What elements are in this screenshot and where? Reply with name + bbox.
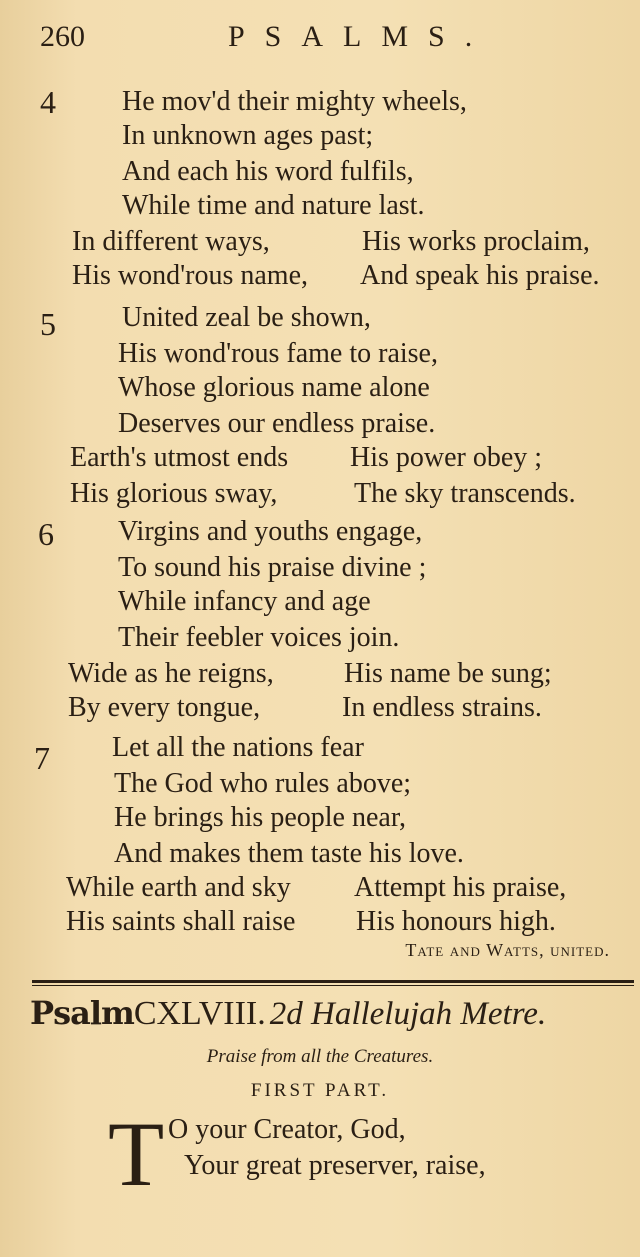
verse-line: Let all the nations fear	[112, 732, 364, 763]
verse-line: Virgins and youths engage,	[118, 516, 423, 547]
verse-half-line: Wide as he reigns,	[68, 658, 274, 689]
part-heading: FIRST PART.	[250, 1080, 390, 1101]
psalm-heading	[30, 994, 640, 1033]
verse-line: O your Creator, God,	[168, 1114, 406, 1145]
verse-number: 5	[40, 306, 56, 342]
verse-number: 7	[34, 740, 50, 776]
drop-cap: T	[108, 1103, 165, 1205]
verse-line: While time and nature last.	[122, 190, 425, 221]
verse-line: In unknown ages past;	[122, 120, 374, 151]
verse-half-line: While earth and sky	[66, 872, 291, 903]
verse-line: And makes them taste his love.	[114, 838, 464, 869]
verse-half-line: In endless strains.	[342, 692, 542, 723]
verse-number: 6	[38, 516, 54, 552]
verse-half-line: His power obey ;	[350, 442, 543, 473]
verse-number: 4	[40, 84, 56, 120]
psalm-blackletter: Psalm	[30, 994, 134, 1032]
verse-half-line: Earth's utmost ends	[70, 442, 289, 473]
verse-half-line: Attempt his praise,	[354, 872, 567, 903]
verse-line: He brings his people near,	[114, 802, 407, 833]
verse-line: To sound his praise divine ;	[118, 552, 427, 583]
verse-line: Whose glorious name alone	[118, 372, 430, 403]
verse-line: Their feebler voices join.	[118, 622, 400, 653]
verse-half-line: His wond'rous name,	[72, 260, 309, 291]
verse-line: Deserves our endless praise.	[118, 408, 436, 439]
verse-line: United zeal be shown,	[122, 302, 371, 333]
verse-half-line: In different ways,	[72, 226, 270, 257]
attribution: Tate and Watts, united.	[405, 940, 610, 960]
psalm-metre: 2d Hallelujah Metre.	[269, 996, 547, 1032]
verse-line: He mov'd their mighty wheels,	[122, 86, 467, 117]
verse-half-line: And speak his praise.	[360, 260, 600, 291]
verse-line: His wond'rous fame to raise,	[118, 338, 438, 369]
verse-half-line: By every tongue,	[68, 692, 261, 723]
verse-half-line: His works proclaim,	[362, 226, 590, 257]
verse-half-line: The sky transcends.	[354, 478, 576, 509]
running-title: PSALMS.	[228, 20, 493, 53]
verse-half-line: His name be sung;	[344, 658, 552, 689]
verse-line: Your great preserver, raise,	[184, 1150, 486, 1181]
divider-rule	[32, 980, 634, 983]
psalm-subtitle: Praise from all the Creatures.	[206, 1046, 434, 1067]
divider-rule-thin	[32, 985, 634, 986]
verse-half-line: His honours high.	[356, 906, 556, 937]
verse-line: The God who rules above;	[114, 768, 412, 799]
verse-half-line: His saints shall raise	[66, 906, 296, 937]
verse-line: While infancy and age	[118, 586, 371, 617]
verse-half-line: His glorious sway,	[70, 478, 278, 509]
verse-line: And each his word fulfils,	[122, 156, 414, 187]
psalm-number: CXLVIII.	[133, 995, 266, 1032]
page-number: 260	[40, 20, 85, 53]
